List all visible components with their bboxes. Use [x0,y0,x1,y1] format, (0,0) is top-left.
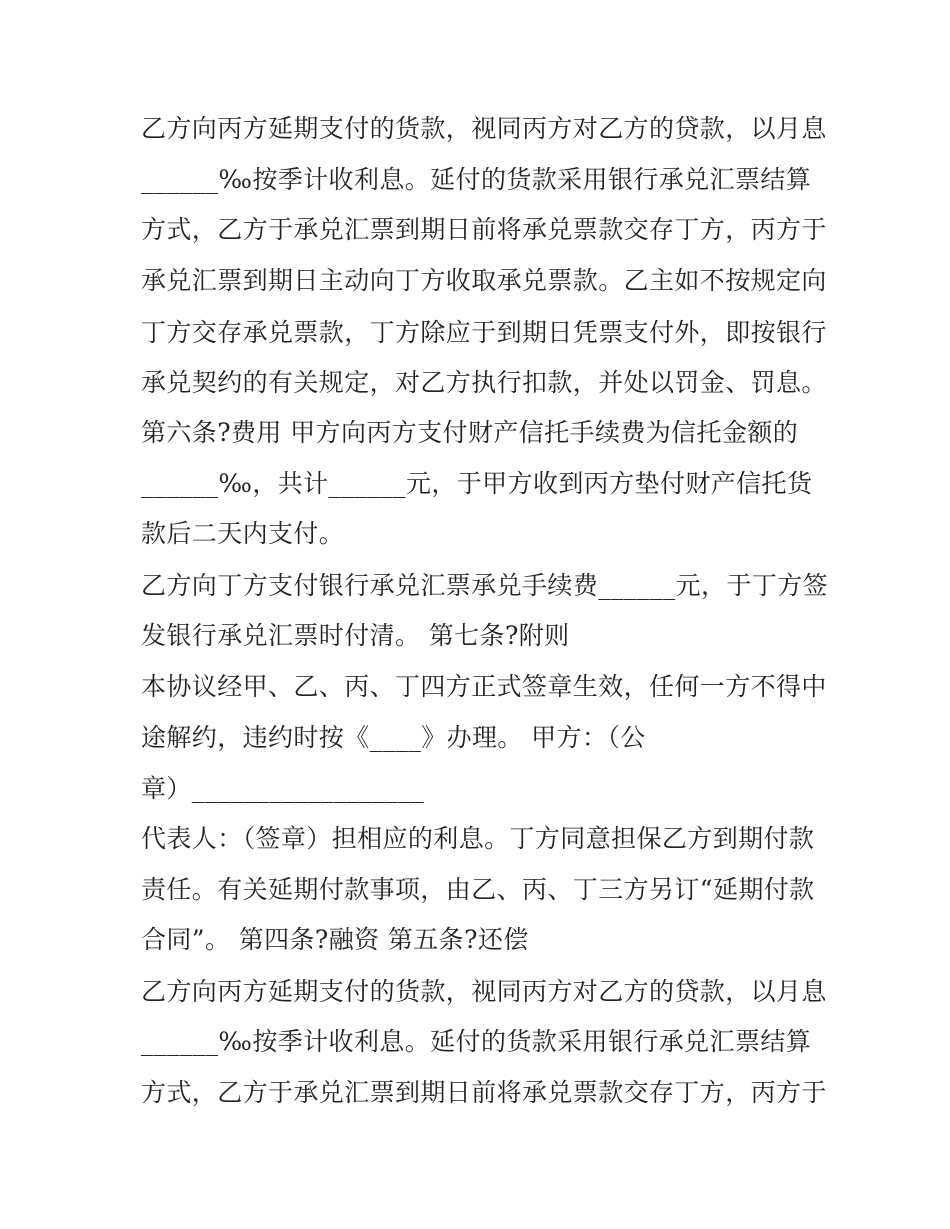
text-line: ______‰按季计收利息。延付的货款采用银行承兑汇票结算 [141,165,812,194]
text-line: 乙方向丁方支付银行承兑汇票承兑手续费______元，于丁方签 [141,571,829,600]
text-line: 途解约，违约时按《____》办理。 甲方：（公 [141,723,646,752]
text-line: 本协议经甲、乙、丙、丁四方正式签章生效，任何一方不得中 [141,672,827,701]
text-line: 款后二天内支付。 [141,519,345,548]
text-line: ______‰按季计收利息。延付的货款采用银行承兑汇票结算 [141,1027,812,1056]
text-line: 发银行承兑汇票时付清。 第七条?附则 [141,621,570,650]
text-line: 乙方向丙方延期支付的货款，视同丙方对乙方的贷款，以月息 [141,977,827,1006]
text-line: 方式，乙方于承兑汇票到期日前将承兑票款交存丁方，丙方于 [141,215,827,244]
text-line: 承兑汇票到期日主动向丁方收取承兑票款。乙主如不按规定向 [141,266,827,295]
text-line: 合同”。 第四条?融资 第五条?还偿 [141,925,529,954]
text-line: 第六条?费用 甲方向丙方支付财产信托手续费为信托金额的 [141,418,799,447]
text-line: 方式，乙方于承兑汇票到期日前将承兑票款交存丁方，丙方于 [141,1078,827,1107]
text-line: 乙方向丙方延期支付的货款，视同丙方对乙方的贷款，以月息 [141,114,827,143]
text-line: 责任。有关延期付款事项，由乙、丙、丁三方另订“延期付款 [141,875,815,904]
text-line: 承兑契约的有关规定，对乙方执行扣款，并处以罚金、罚息。 [141,368,827,397]
text-line: 代表人：（签章）担相应的利息。丁方同意担保乙方到期付款 [141,824,815,853]
text-line: ______‰，共计______元，于甲方收到丙方垫付财产信托货 [141,469,813,498]
text-line: 章）__________________ [141,774,425,803]
text-line: 丁方交存承兑票款，丁方除应于到期日凭票支付外，即按银行 [141,318,827,347]
